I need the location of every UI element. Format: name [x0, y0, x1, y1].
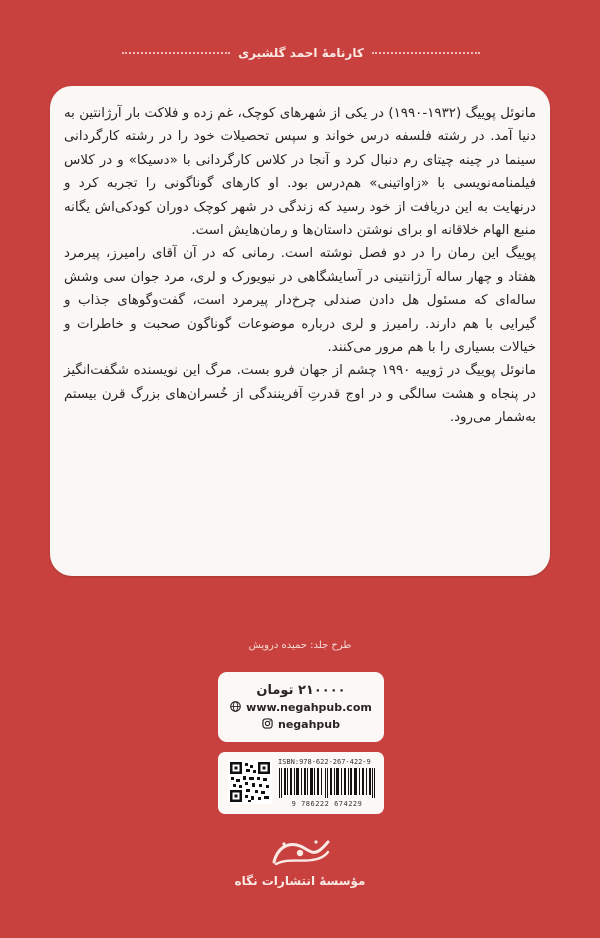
- dotted-divider-left: [122, 52, 230, 54]
- barcode: [278, 768, 376, 798]
- description-paragraph: مانوئل پوییگ (۱۹۳۲-۱۹۹۰) در یکی از شهرهای کوچک، غم زده و فلاکت بار آرژانتین به دنیا آمد. در رشته فلسفه درس خواند و سپس تحصیلات خود را در رشته کارگردانی سینما در چینه چیتای رم دنبال کرد و آنجا در کلاس کارگردانی با «دسیکا» و در کلاس فیلمنامه‌نویسی با «زاواتینی» هم‌درس بود. او کارهای گوناگونی را تجربه کرد و درنهایت به این دریافت از خود رسید که زندگی در شهر کوچک دوران کودکی‌اش یگانه منبع الهام خلاقانه او برای نوشتن داستان‌ها و رمان‌هایش است.: [64, 106, 536, 239]
- isbn-box: [218, 752, 384, 814]
- description-body: [64, 102, 536, 430]
- price: ۲۱۰۰۰۰ تومان: [256, 682, 346, 698]
- description-paragraph: مانوئل پوییگ در ژوییه ۱۹۹۰ چشم از جهان فرو بست. مرگ این نویسنده شگفت‌انگیز در پنجاه و هشت سالگی و در اوج قدرتِ آفرینندگی از خُسران‌های بزرگ قرن بیستم به‌شمار می‌رود.: [64, 363, 536, 426]
- instagram-row[interactable]: [262, 718, 340, 732]
- dotted-divider-right: [372, 52, 480, 54]
- description-card: [50, 86, 550, 576]
- price-box: [218, 672, 384, 742]
- publisher-name: مؤسسهٔ انتشارات نگاه: [234, 874, 366, 888]
- globe-icon: [230, 701, 241, 715]
- isbn-label: ISBN:978-622-267-422-9: [278, 758, 371, 766]
- series-header: [122, 46, 480, 60]
- website-link[interactable]: www.negahpub.com: [246, 701, 372, 714]
- instagram-handle[interactable]: negahpub: [278, 718, 340, 731]
- description-paragraph: پوییگ این رمان را در دو فصل نوشته است. رمانی که در آن آقای رامیرز، پیرمرد هفتاد و چهار ساله آرژانتینی در آسایشگاهی در نیویورک و لری، مرد جوان سی وشش ساله‌ای که مسئول هل دادن صندلی چرخ‌دار پیرمرد است، گفت‌وگوهای جذاب و گیرایی با هم دارند. رامیرز و لری درباره موضوعات گوناگون صحبت و خاطرات و خیالات بسیاری را با هم مرور می‌کنند.: [64, 246, 536, 356]
- publisher-logo: [270, 836, 332, 870]
- instagram-icon: [262, 718, 273, 732]
- series-title: کارنامهٔ احمد گلشیری: [238, 46, 364, 60]
- qr-code: [228, 760, 272, 804]
- isbn-number: 9 786222 674229: [291, 800, 363, 808]
- cover-design-credit: طرح جلد: حمیده درویش: [248, 640, 352, 651]
- website-row[interactable]: [230, 701, 372, 715]
